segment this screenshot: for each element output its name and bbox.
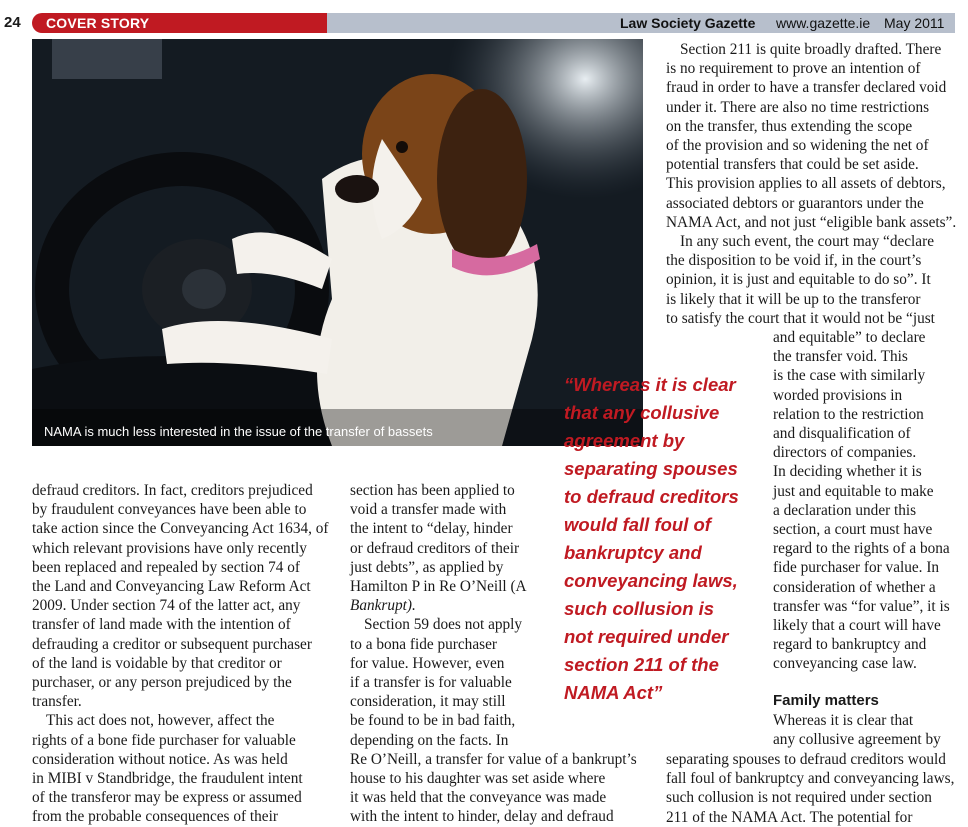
- text-line: potential transfers that could be set aside.: [666, 156, 919, 174]
- text-line: under it. There are also no time restrictions: [666, 98, 930, 116]
- text-line: consideration without notice. As was held: [32, 750, 288, 768]
- quote-line: separating spouses: [564, 458, 738, 479]
- text-line: Hamilton P in Re O’Neill (A: [350, 578, 527, 596]
- text-line: been replaced and repealed by section 74 of: [32, 558, 300, 576]
- text-line: This provision applies to all assets of debtors,: [666, 175, 946, 193]
- text-line: transfer of land made with the intention of: [32, 616, 291, 634]
- quote-line: such collusion is: [564, 598, 715, 619]
- text-line: a declaration under this: [773, 501, 917, 519]
- text-line: just and equitable to make: [773, 482, 934, 500]
- text-line: is the case with similarly: [773, 367, 926, 385]
- text-line: on the transfer, thus extending the scope: [666, 117, 913, 135]
- text-line: any collusive agreement by: [773, 731, 941, 749]
- text-line: Re O’Neill, a transfer for value of a bankrupt’s: [350, 750, 637, 768]
- text-line: relation to the restriction: [773, 405, 924, 423]
- text-line: depending on the facts. In: [350, 731, 509, 749]
- quote-line: section 211 of the: [564, 654, 719, 675]
- text-line: with the intent to hinder, delay and defraud: [350, 808, 614, 826]
- quote-line: agreement by: [564, 430, 685, 451]
- text-line: the intent to “delay, hinder: [350, 520, 513, 538]
- text-line: in MIBI v Standbridge, the fraudulent intent: [32, 770, 303, 788]
- column-3-bottom: [666, 750, 966, 827]
- text-line: just debts”, as applied by: [350, 558, 504, 576]
- text-line: the transfer void. This: [773, 348, 908, 366]
- text-line: Section 211 is quite broadly drafted. There: [680, 41, 942, 58]
- text-line: the Land and Conveyancing Law Reform Act: [32, 578, 311, 596]
- text-line: be found to be in bad faith,: [350, 712, 516, 730]
- text-line: Whereas it is clear that: [773, 712, 914, 729]
- text-line: which relevant provisions have only recently: [32, 539, 307, 557]
- issue-date: May 2011: [884, 15, 945, 31]
- column-3-narrow: [773, 328, 963, 674]
- text-line: or defraud creditors of their: [350, 539, 520, 557]
- text-line: In any such event, the court may “declare: [680, 233, 934, 251]
- text-line: by fraudulent conveyances have been able to: [32, 501, 307, 519]
- section-label: COVER STORY: [46, 15, 150, 31]
- text-line: such collusion is not required under section: [666, 789, 932, 807]
- text-line: is no requirement to prove an intention of: [666, 60, 921, 78]
- text-line: fide purchaser for value. In: [773, 559, 940, 577]
- photo-caption: NAMA is much less interested in the issue of the transfer of bassets: [44, 424, 433, 439]
- text-line: to a bona fide purchaser: [350, 635, 497, 653]
- text-line: Section 59 does not apply: [364, 616, 523, 634]
- quote-line: would fall foul of: [564, 514, 711, 535]
- text-line: and equitable” to declare: [773, 329, 926, 346]
- pull-quote: [564, 371, 754, 707]
- text-line: consideration, it may still: [350, 693, 506, 711]
- cover-photo: [32, 39, 643, 446]
- text-line: regard to bankruptcy and: [773, 636, 927, 654]
- text-line: NAMA Act, and not just “eligible bank assets”.: [666, 213, 957, 231]
- quote-line: not required under: [564, 626, 729, 647]
- text-line: section has been applied to: [350, 482, 515, 499]
- text-line: separating spouses to defraud creditors would: [666, 751, 946, 768]
- text-line: for value. However, even: [350, 654, 505, 672]
- text-line: opinion, it is just and equitable to do so”. It: [666, 271, 931, 289]
- subheading-family-matters: Family matters: [773, 692, 879, 709]
- quote-line: NAMA Act”: [564, 682, 663, 703]
- text-line: consideration of whether a: [773, 578, 936, 596]
- text-line: This act does not, however, affect the: [46, 712, 275, 730]
- column-3-top: [666, 40, 966, 328]
- quote-line: conveyancing laws,: [564, 570, 738, 591]
- publication-title: Law Society Gazette: [620, 15, 756, 31]
- text-line: from the probable consequences of their: [32, 808, 278, 826]
- text-line: take action since the Conveyancing Act 1634, of: [32, 520, 329, 538]
- text-line: defraud creditors. In fact, creditors prejudiced: [32, 482, 313, 499]
- text-line: 2009. Under section 74 of the latter act, any: [32, 597, 301, 615]
- text-line: house to his daughter was set aside where: [350, 770, 606, 788]
- website-link[interactable]: www.gazette.ie: [776, 15, 871, 31]
- text-line: of the land is voidable by that creditor or: [32, 654, 282, 672]
- text-line: Bankrupt).: [350, 597, 416, 615]
- text-line: the disposition to be void if, in the court’s: [666, 252, 922, 270]
- quote-line: bankruptcy and: [564, 542, 702, 563]
- text-line: likely that a court will have: [773, 617, 941, 635]
- text-line: transfer.: [32, 693, 82, 711]
- text-line: is likely that it will be up to the transferor: [666, 290, 921, 308]
- text-line: associated debtors or guarantors under the: [666, 194, 924, 212]
- beagle-driving-illustration: [32, 39, 643, 446]
- text-line: worded provisions in: [773, 386, 903, 404]
- text-line: purchaser, or any person prejudiced by the: [32, 674, 292, 692]
- text-line: rights of a bone fide purchaser for valuable: [32, 731, 296, 749]
- text-line: conveyancing case law.: [773, 655, 917, 673]
- text-line: transfer was “for value”, it is: [773, 597, 950, 615]
- text-line: fraud in order to have a transfer declared void: [666, 79, 947, 97]
- text-line: fall foul of bankruptcy and conveyancing laws,: [666, 770, 955, 788]
- text-line: defrauding a creditor or subsequent purchaser: [32, 635, 312, 653]
- column-3-narrow-after: [773, 711, 963, 749]
- text-line: of the provision and so widening the net of: [666, 137, 929, 155]
- text-line: of the transferor may be express or assumed: [32, 789, 302, 807]
- quote-line: that any collusive: [564, 402, 720, 423]
- text-line: In deciding whether it is: [773, 463, 922, 481]
- quote-line: to defraud creditors: [564, 486, 739, 507]
- text-line: it was held that the conveyance was made: [350, 789, 607, 807]
- text-line: to satisfy the court that it would not be “just: [666, 309, 935, 327]
- text-line: section, a court must have: [773, 521, 933, 539]
- text-line: 211 of the NAMA Act. The potential for: [666, 808, 913, 826]
- quote-line: “Whereas it is clear: [564, 374, 736, 395]
- text-line: and disqualification of: [773, 425, 911, 443]
- text-line: void a transfer made with: [350, 501, 507, 519]
- page-number: 24: [4, 14, 21, 31]
- text-line: if a transfer is for valuable: [350, 674, 512, 692]
- column-1: [32, 481, 332, 827]
- text-line: directors of companies.: [773, 444, 917, 462]
- text-line: regard to the rights of a bona: [773, 540, 950, 558]
